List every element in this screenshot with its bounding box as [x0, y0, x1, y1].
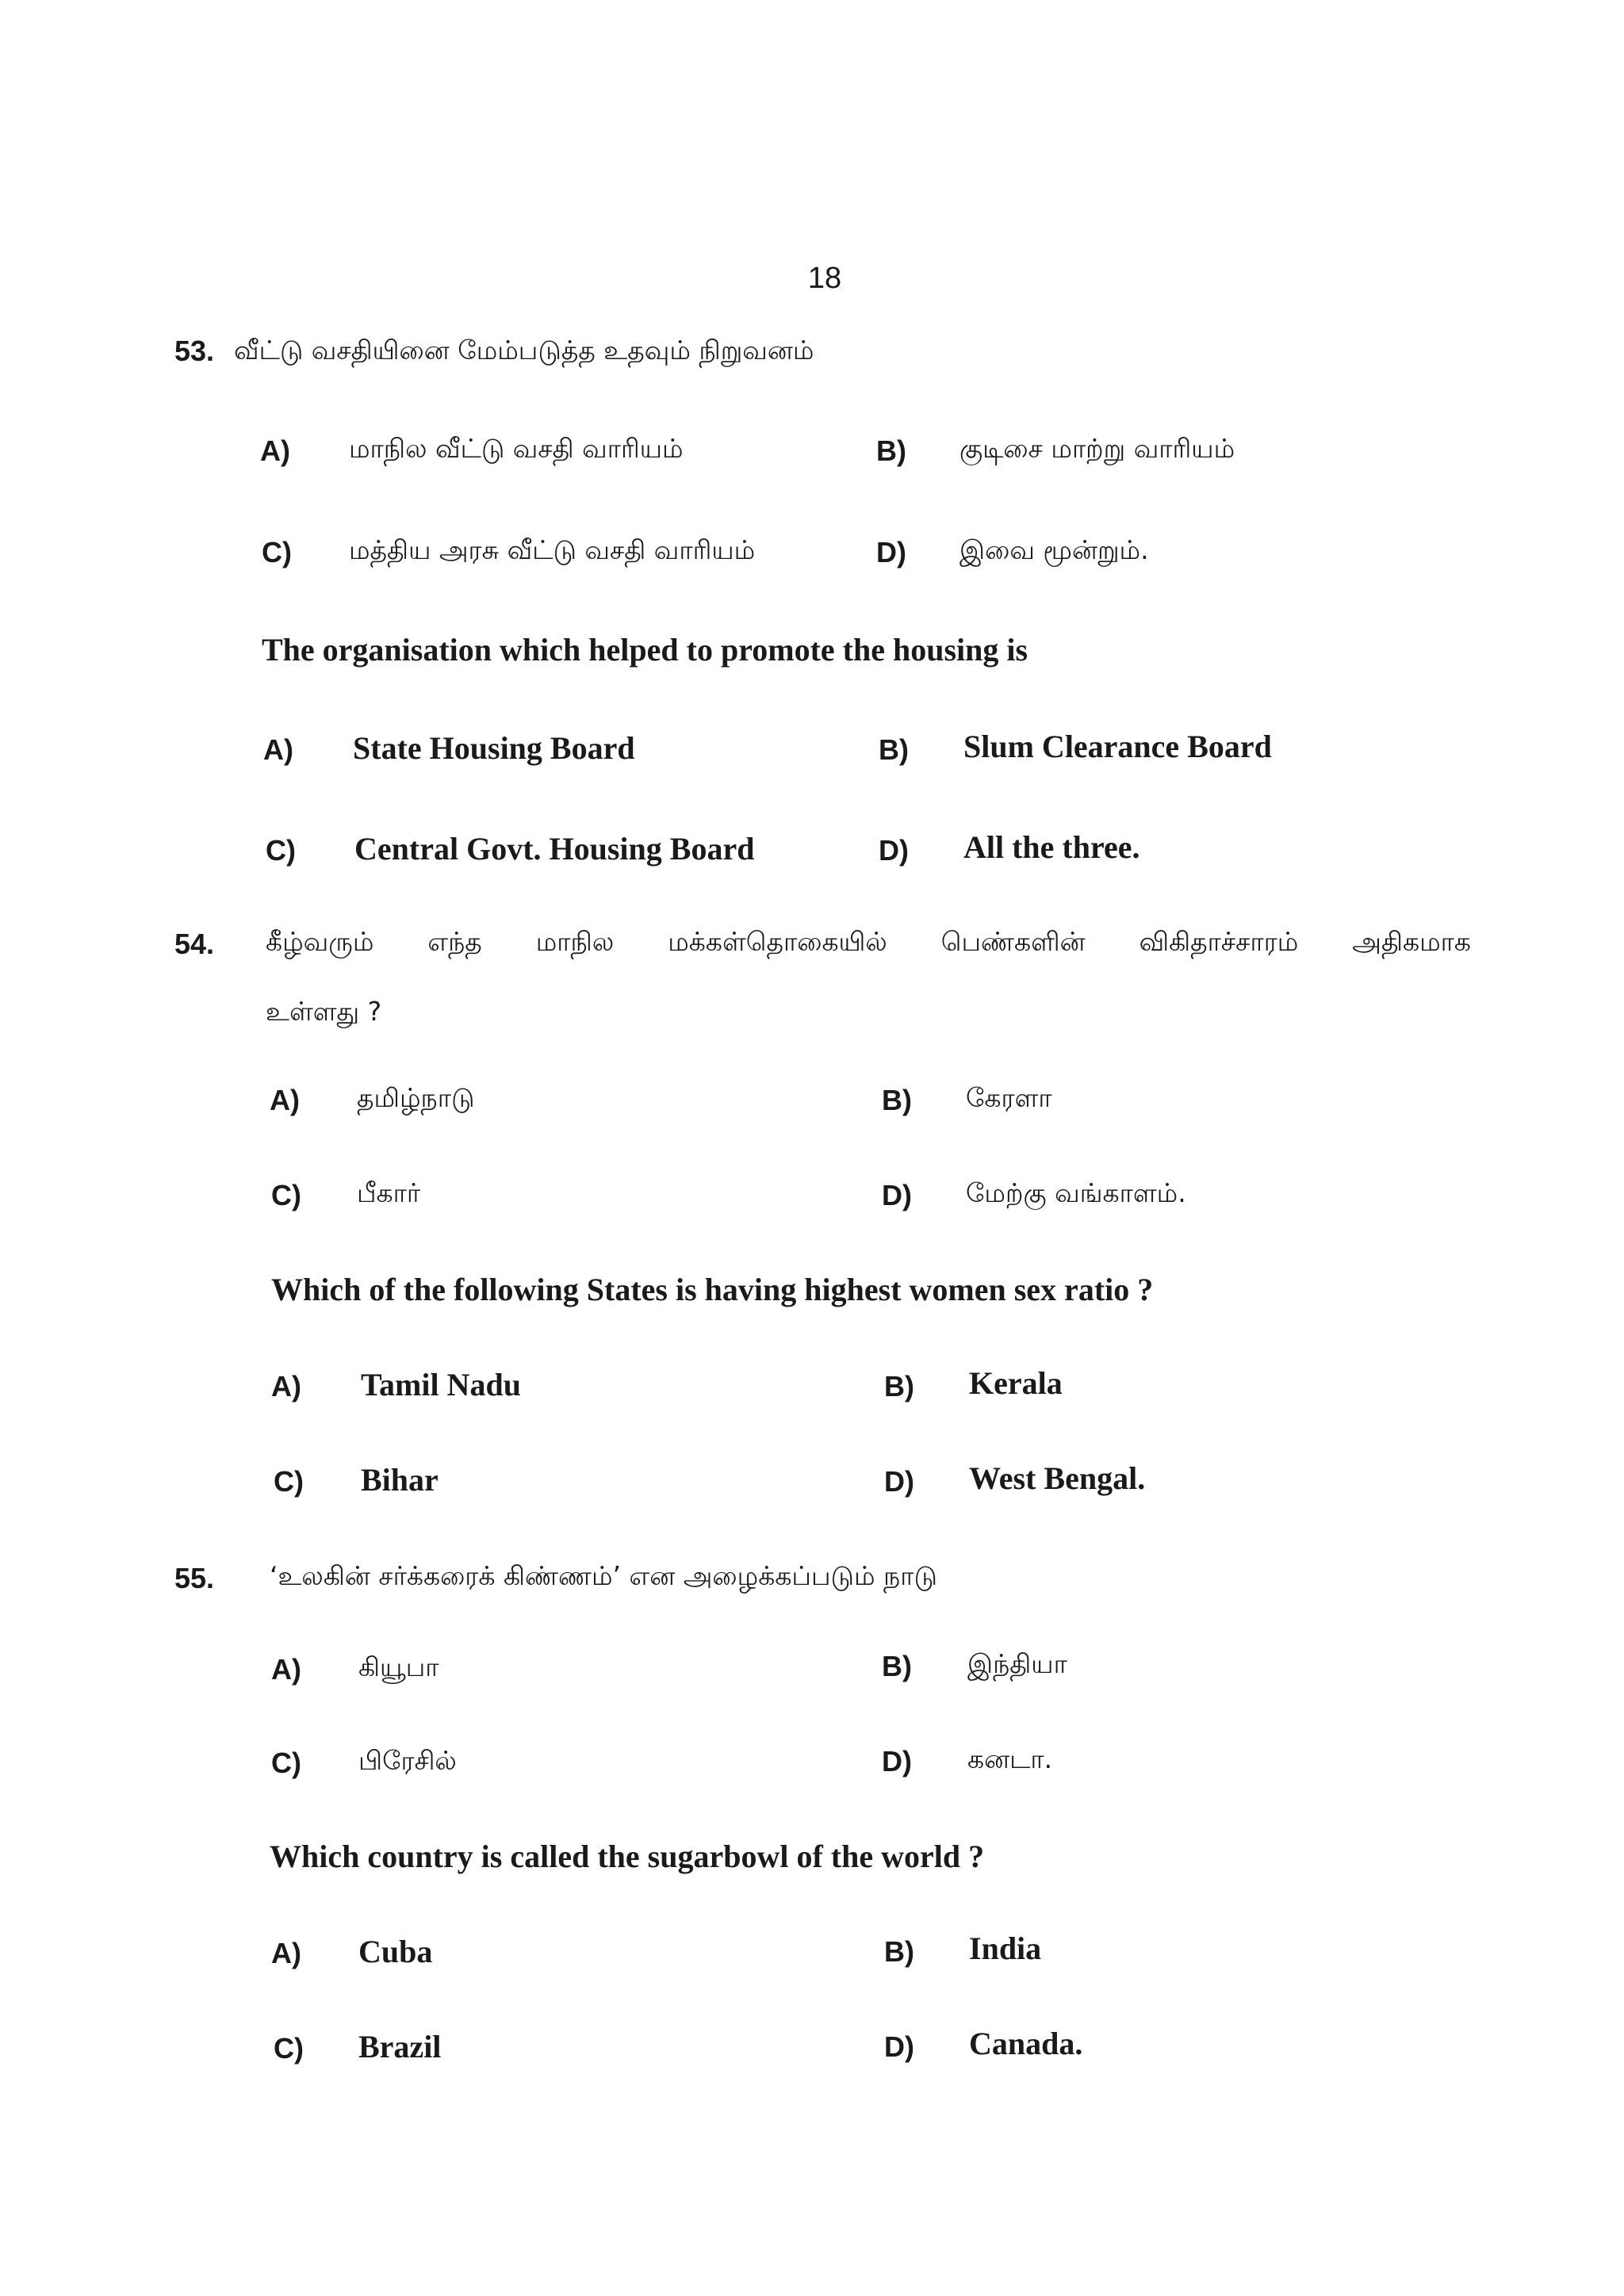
q54-ta-option-d-letter: D)	[882, 1179, 912, 1211]
q55-en-option-b: India	[969, 1931, 1042, 1966]
q54-ta-option-a-letter: A)	[270, 1084, 300, 1116]
q55-en-option-a: Cuba	[358, 1934, 433, 1969]
q55-ta-option-a: கியூபா	[358, 1651, 439, 1682]
q54-ta-option-a: தமிழ்நாடு	[357, 1082, 475, 1113]
q53-en-option-b: Slum Clearance Board	[963, 729, 1272, 764]
question-55-tamil-stem: ‘உலகின் சர்க்கரைக் கிண்ணம்’ என அழைக்கப்படும் நாடு	[270, 1560, 937, 1591]
q53-ta-option-a-letter: A)	[260, 434, 290, 467]
q53-en-option-a-letter: A)	[263, 733, 293, 766]
question-53-tamil-stem: வீட்டு வசதியினை மேம்படுத்த உதவும் நிறுவனம்	[234, 335, 814, 365]
q54-en-option-c-letter: C)	[274, 1465, 304, 1498]
q55-ta-option-b: இந்தியா	[967, 1648, 1067, 1679]
page-number: 18	[807, 262, 842, 295]
q55-ta-option-b-letter: B)	[882, 1650, 912, 1682]
question-54-number: 54.	[174, 928, 215, 960]
q53-ta-option-a: மாநில வீட்டு வசதி வாரியம்	[349, 433, 684, 464]
q53-en-option-d-letter: D)	[879, 834, 909, 867]
q54-en-option-d: West Bengal.	[969, 1460, 1146, 1496]
q54-en-option-b: Kerala	[969, 1365, 1063, 1401]
q53-ta-option-b-letter: B)	[876, 434, 906, 467]
q54-en-option-c: Bihar	[361, 1462, 439, 1498]
q53-en-option-c-letter: C)	[266, 834, 296, 867]
q54-en-option-b-letter: B)	[884, 1370, 914, 1402]
question-54-tamil-stem-line-2: உள்ளது ?	[266, 996, 382, 1027]
q55-ta-option-c-letter: C)	[271, 1747, 301, 1779]
q53-en-option-d: All the three.	[963, 829, 1140, 865]
q53-ta-option-c-letter: C)	[262, 536, 292, 568]
q54-en-option-d-letter: D)	[884, 1465, 914, 1498]
q55-en-option-a-letter: A)	[271, 1937, 301, 1969]
question-55-number: 55.	[174, 1562, 215, 1594]
q55-ta-option-d: கனடா.	[967, 1743, 1053, 1774]
q53-en-option-a: State Housing Board	[353, 730, 635, 766]
q53-en-option-b-letter: B)	[879, 733, 909, 766]
q54-en-option-a-letter: A)	[271, 1370, 301, 1402]
q53-ta-option-c: மத்திய அரசு வீட்டு வசதி வாரியம்	[349, 534, 756, 565]
q53-en-option-c: Central Govt. Housing Board	[354, 831, 755, 867]
q53-ta-option-b: குடிசை மாற்று வாரியம்	[959, 433, 1235, 464]
q54-en-option-a: Tamil Nadu	[361, 1367, 521, 1402]
q54-ta-option-c-letter: C)	[271, 1179, 301, 1211]
q54-ta-option-b-letter: B)	[882, 1084, 912, 1116]
q53-ta-option-d: இவை மூன்றும்.	[959, 534, 1149, 565]
q55-en-option-c: Brazil	[358, 2029, 442, 2064]
q54-ta-option-b: கேரளா	[966, 1082, 1052, 1113]
question-54-tamil-stem-line-1: கீழ்வரும் எந்த மாநில மக்கள்தொகையில் பெண்களின் விகிதாச்சாரம் அதிகமாக	[266, 926, 1471, 957]
q55-ta-option-c: பிரேசில்	[358, 1745, 457, 1776]
q54-ta-option-c: பீகார்	[357, 1177, 421, 1208]
q55-en-option-b-letter: B)	[884, 1935, 914, 1968]
question-54-english-stem: Which of the following States is having highest women sex ratio ?	[271, 1272, 1154, 1307]
question-53-english-stem: The organisation which helped to promote the housing is	[262, 632, 1028, 668]
q53-ta-option-d-letter: D)	[876, 536, 906, 568]
q55-ta-option-a-letter: A)	[271, 1653, 301, 1686]
question-55-english-stem: Which country is called the sugarbowl of the world ?	[270, 1839, 985, 1874]
q55-en-option-d: Canada.	[969, 2026, 1083, 2061]
q55-en-option-c-letter: C)	[274, 2032, 304, 2064]
q55-ta-option-d-letter: D)	[882, 1745, 912, 1777]
q55-en-option-d-letter: D)	[884, 2030, 914, 2063]
question-53-number: 53.	[174, 335, 215, 367]
q54-ta-option-d: மேற்கு வங்காளம்.	[966, 1177, 1186, 1208]
